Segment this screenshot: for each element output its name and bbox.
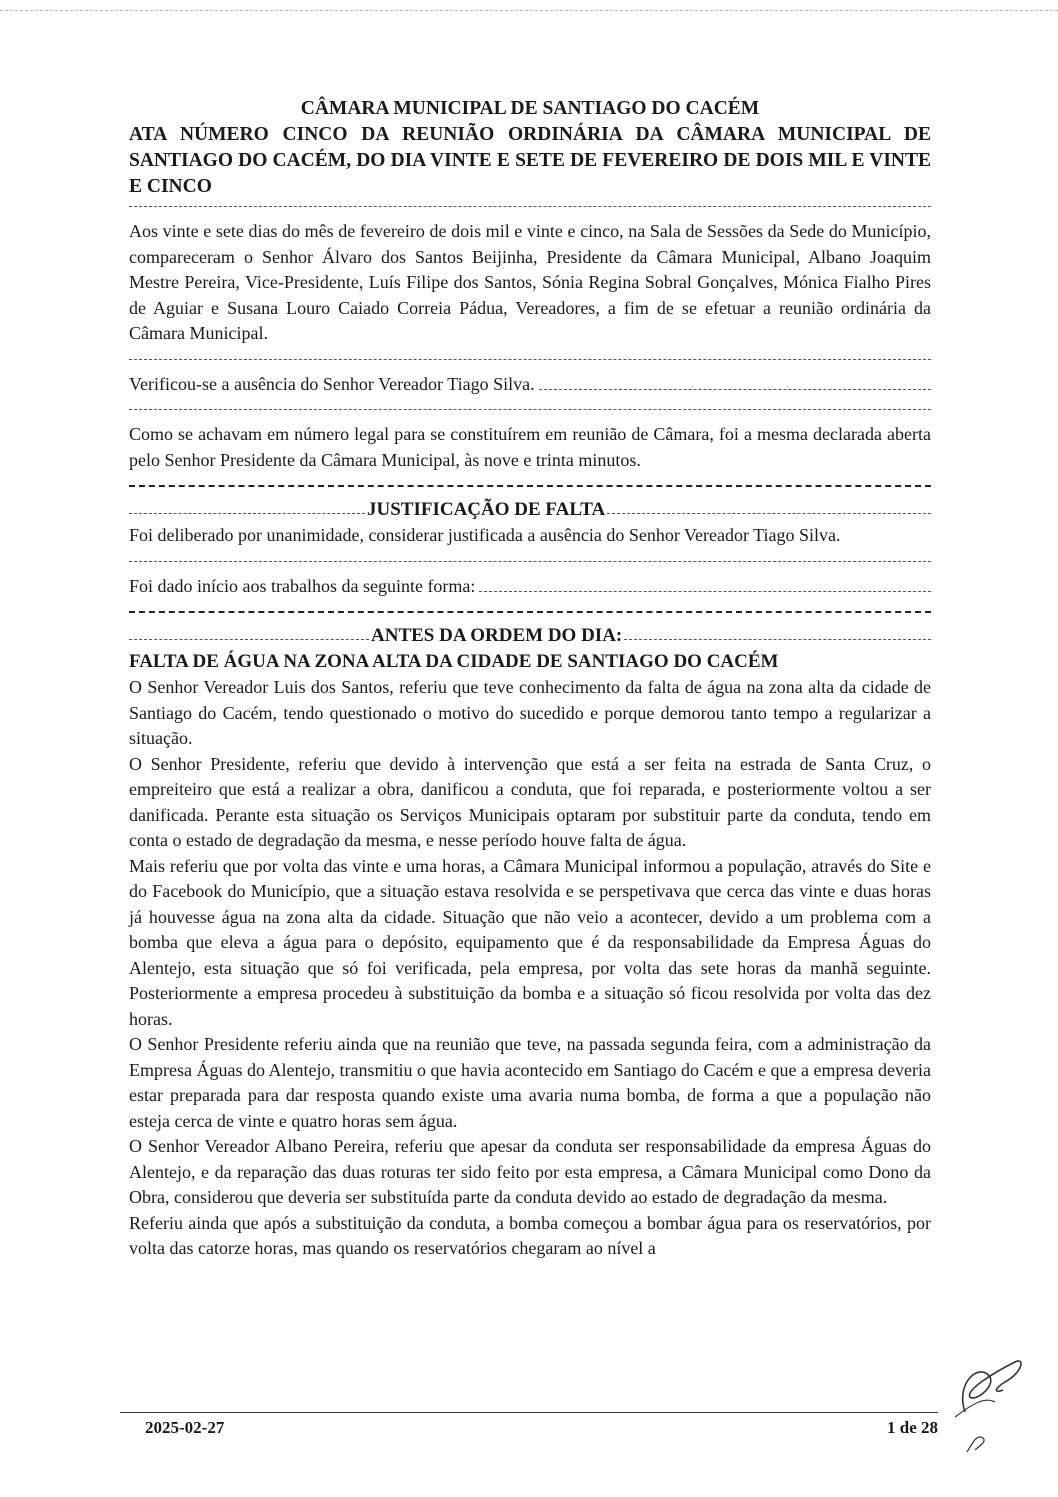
start-paragraph: Foi dado início aos trabalhos da seguinte forma: bbox=[129, 574, 931, 600]
footer-rule bbox=[120, 1412, 938, 1413]
opening-paragraph: Como se achavam em número legal para se constituírem em reunião de Câmara, foi a mesma declarada aberta pelo Senhor Presidente da Câmara Municipal, às nove e trinta minutos. bbox=[129, 424, 931, 470]
attendance-paragraph: Aos vinte e sete dias do mês de fevereiro de dois mil e vinte e cinco, na Sala de Sessões da Sede do Município, compareceram o Senhor Álvaro dos Santos Beijinha, Presidente da Câmara Municipal, Albano Joaquim Mestre Pereira, Vice-Presidente, Luís Filipe dos Santos, Sónia Regina Sobral Gonçalves, Mónica Fialho Pires de Aguiar e Susana Louro Caiado Correia Pádua, Vereadores, a fim de se efetuar a reunião ordinária da Câmara Municipal. bbox=[129, 221, 931, 343]
water-shortage-subtitle: FALTA DE ÁGUA NA ZONA ALTA DA CIDADE DE SANTIAGO DO CACÉM bbox=[129, 651, 779, 672]
water-paragraph-6: Referiu ainda que após a substituição da conduta, a bomba começou a bombar água para os reservatórios, por volta das catorze horas, mas quando os reservatórios chegaram ao nível a bbox=[129, 1212, 931, 1258]
water-paragraph-5: O Senhor Vereador Albano Pereira, referiu que apesar da conduta ser responsabilidade da empresa Águas do Alentejo, e da reparação das duas roturas ter sido feito por esta empresa, a Câmara Municipal como Dono da Obra, considerou que deveria ser substituída parte da conduta devido ao estado de degradação da mesma. bbox=[129, 1136, 931, 1207]
minutes-title: ATA NÚMERO CINCO DA REUNIÃO ORDINÁRIA DA CÂMARA MUNICIPAL DE SANTIAGO DO CACÉM, DO DIA VINTE E SETE DE FEVEREIRO DE DOIS MIL E VINTE E CINCO bbox=[129, 124, 931, 197]
water-paragraph-1: O Senhor Vereador Luis dos Santos, referiu que teve conhecimento da falta de água na zona alta da cidade de Santiago do Cacém, tendo questionado o motivo do sucedido e porque demorou tanto tempo a regularizar a situação. bbox=[129, 677, 931, 748]
section-heading-before-agenda: ANTES DA ORDEM DO DIA: bbox=[129, 623, 931, 649]
justification-paragraph: Foi deliberado por unanimidade, considerar justificada a ausência do Senhor Vereador Tiago Silva. bbox=[129, 525, 841, 545]
absence-paragraph: Verificou-se a ausência do Senhor Vereador Tiago Silva. bbox=[129, 372, 931, 398]
dashed-separator bbox=[129, 561, 931, 562]
page-number: 1 de 28 bbox=[887, 1418, 938, 1437]
water-paragraph-3: Mais referiu que por volta das vinte e uma horas, a Câmara Municipal informou a população, através do Site e do Facebook do Município, que a situação estava resolvida e se perspetivava que cerca das vinte e duas horas já houvesse água na zona alta da cidade. Situação que não veio a acontecer, devido a um problema com a bomba que eleva a água para o depósito, equipamento que é da responsabilidade da Empresa Águas do Alentejo, esta situação que só foi verificada, pela empresa, por volta das sete horas da manhã seguinte. Posteriormente a empresa procedeu à substituição da bomba e a situação só ficou resolvida por volta das dez horas. bbox=[129, 855, 931, 1029]
signature-mark bbox=[935, 1342, 1035, 1462]
dashed-separator bbox=[129, 485, 931, 487]
dashed-separator bbox=[129, 409, 931, 410]
page-footer bbox=[120, 1412, 938, 1442]
dashed-separator bbox=[129, 611, 931, 613]
dashed-separator bbox=[129, 359, 931, 360]
water-paragraph-2: O Senhor Presidente, referiu que devido à intervenção que está a ser feita na estrada de Santa Cruz, o empreiteiro que está a realizar a obra, danificou a conduta, que foi reparada, e posteriormente voltou a ser danificada. Perante esta situação os Serviços Municipais optaram por substituir parte da conduta, tendo em conta o estado de degradação da mesma, e nesse período houve falta de água. bbox=[129, 753, 931, 850]
institution-heading: CÂMARA MUNICIPAL DE SANTIAGO DO CACÉM bbox=[300, 98, 760, 119]
water-paragraph-4: O Senhor Presidente referiu ainda que na reunião que teve, na passada segunda feira, com a administração da Empresa Águas do Alentejo, transmitiu o que havia acontecido em Santiago do Cacém e que a empresa deveria estar preparada para dar resposta quando existe uma avaria numa bomba, de forma a que a população não esteja cerca de vinte e quatro horas sem água. bbox=[129, 1034, 931, 1131]
document-page bbox=[129, 96, 931, 1262]
section-heading-justification: JUSTIFICAÇÃO DE FALTA bbox=[129, 497, 931, 523]
footer-date: 2025-02-27 bbox=[145, 1418, 225, 1437]
scan-top-edge bbox=[0, 0, 1058, 11]
dashed-separator bbox=[129, 206, 931, 207]
